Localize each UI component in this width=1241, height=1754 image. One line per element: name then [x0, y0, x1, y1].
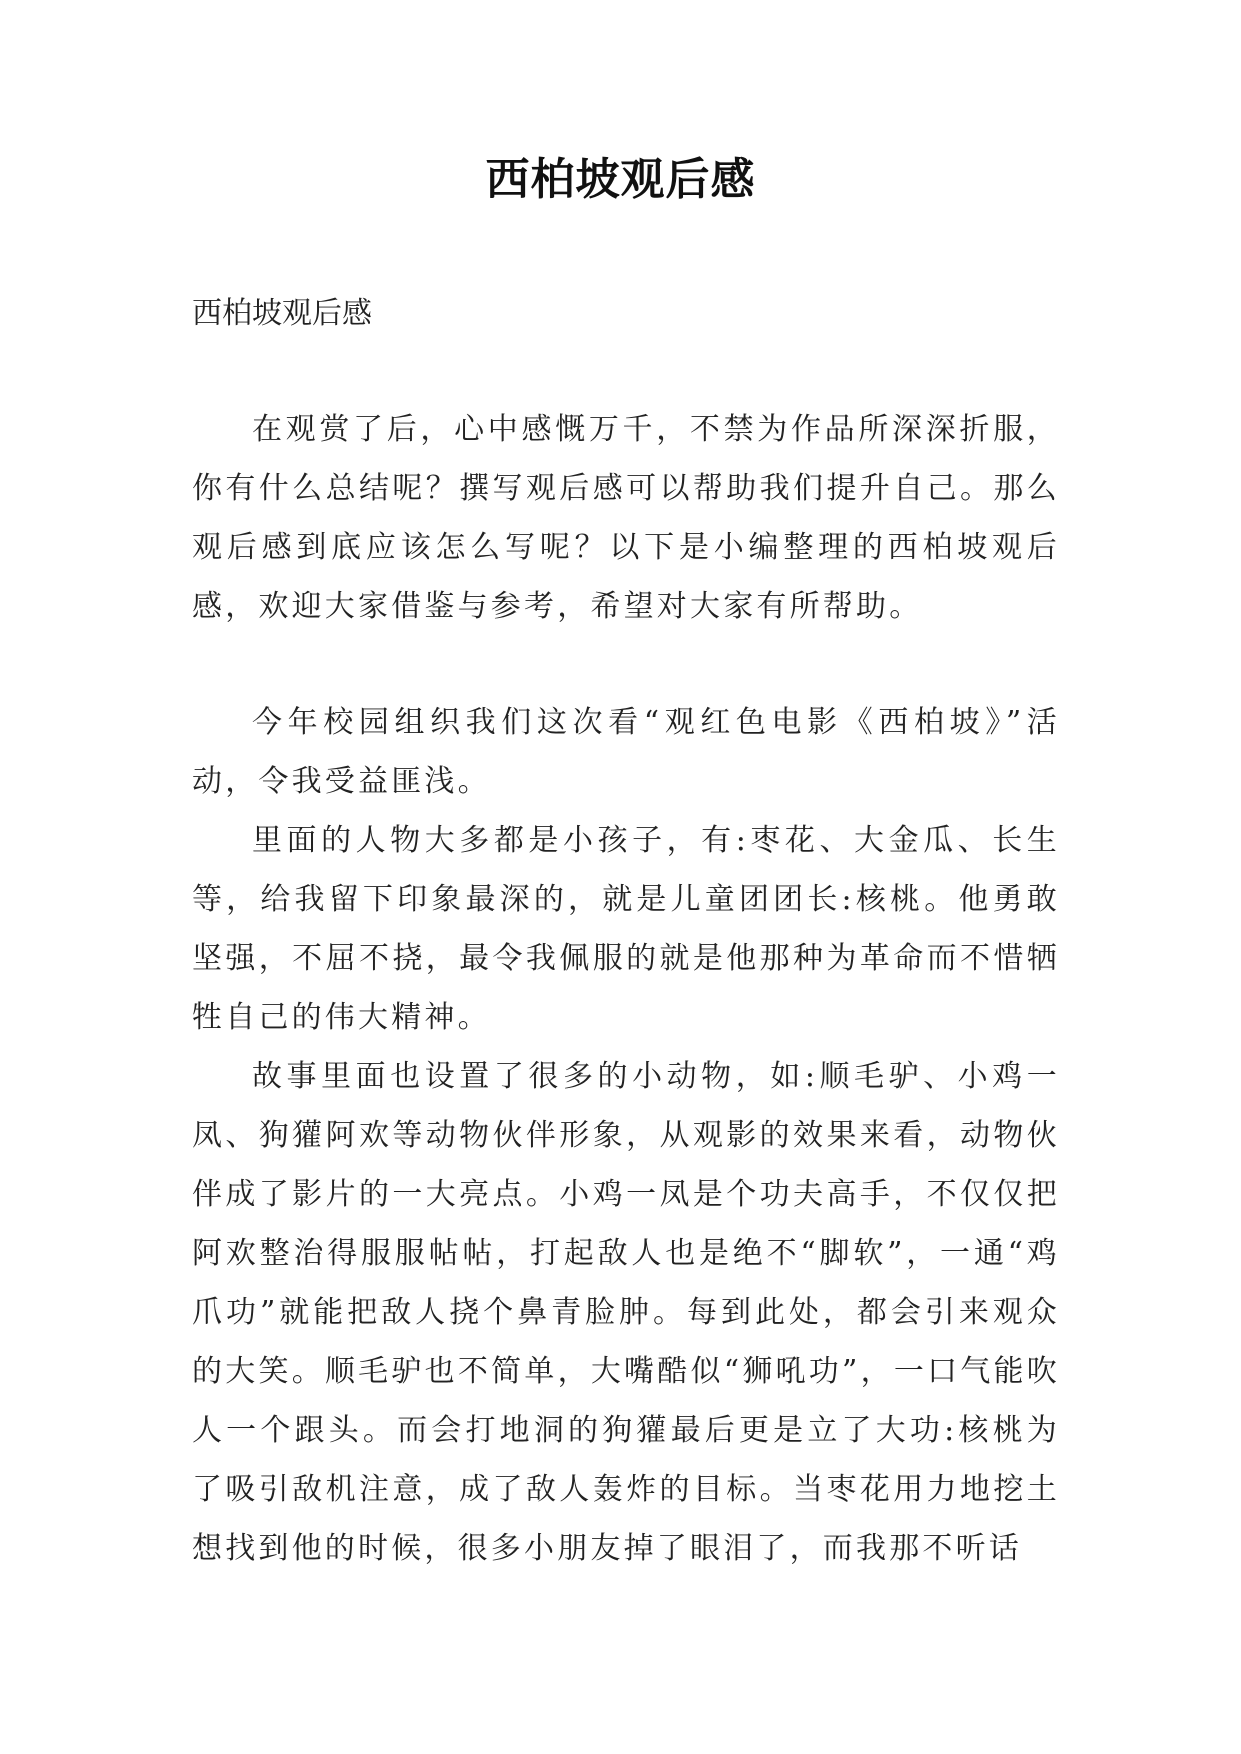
main-section [192, 693, 1060, 1578]
intro-paragraph: 在观赏了后，心中感慨万千，不禁为作品所深深折服，你有什么总结呢？撰写观后感可以帮助我们提升自己。那么观后感到底应该怎么写呢？以下是小编整理的西柏坡观后感，欢迎大家借鉴与参考，希望对大家有所帮助。 [192, 412, 1060, 624]
intro-section [192, 400, 1060, 636]
body-paragraph: 今年校园组织我们这次看“观红色电影《西柏坡》”活动，令我受益匪浅。 [192, 705, 1060, 799]
body-paragraph: 里面的人物大多都是小孩子，有:枣花、大金瓜、长生等，给我留下印象最深的，就是儿童团团长:核桃。他勇敢坚强，不屈不挠，最令我佩服的就是他那种为革命而不惜牺牲自己的伟大精神。 [192, 823, 1060, 1035]
document-subtitle: 西柏坡观后感 [192, 296, 372, 331]
document-title: 西柏坡观后感 [485, 154, 756, 205]
body-paragraph: 故事里面也设置了很多的小动物，如:顺毛驴、小鸡一凤、狗獾阿欢等动物伙伴形象，从观影的效果来看，动物伙伴成了影片的一大亮点。小鸡一凤是个功夫高手，不仅仅把阿欢整治得服服帖帖，打起敌人也是绝不“脚软”，一通“鸡爪功”就能把敌人挠个鼻青脸肿。每到此处，都会引来观众的大笑。顺毛驴也不简单，大嘴酷似“狮吼功”，一口气能吹人一个跟头。而会打地洞的狗獾最后更是立了大功:核桃为了吸引敌机注意，成了敌人轰炸的目标。当枣花用力地挖土想找到他的时候，很多小朋友掉了眼泪了，而我那不听话 [192, 1059, 1060, 1566]
